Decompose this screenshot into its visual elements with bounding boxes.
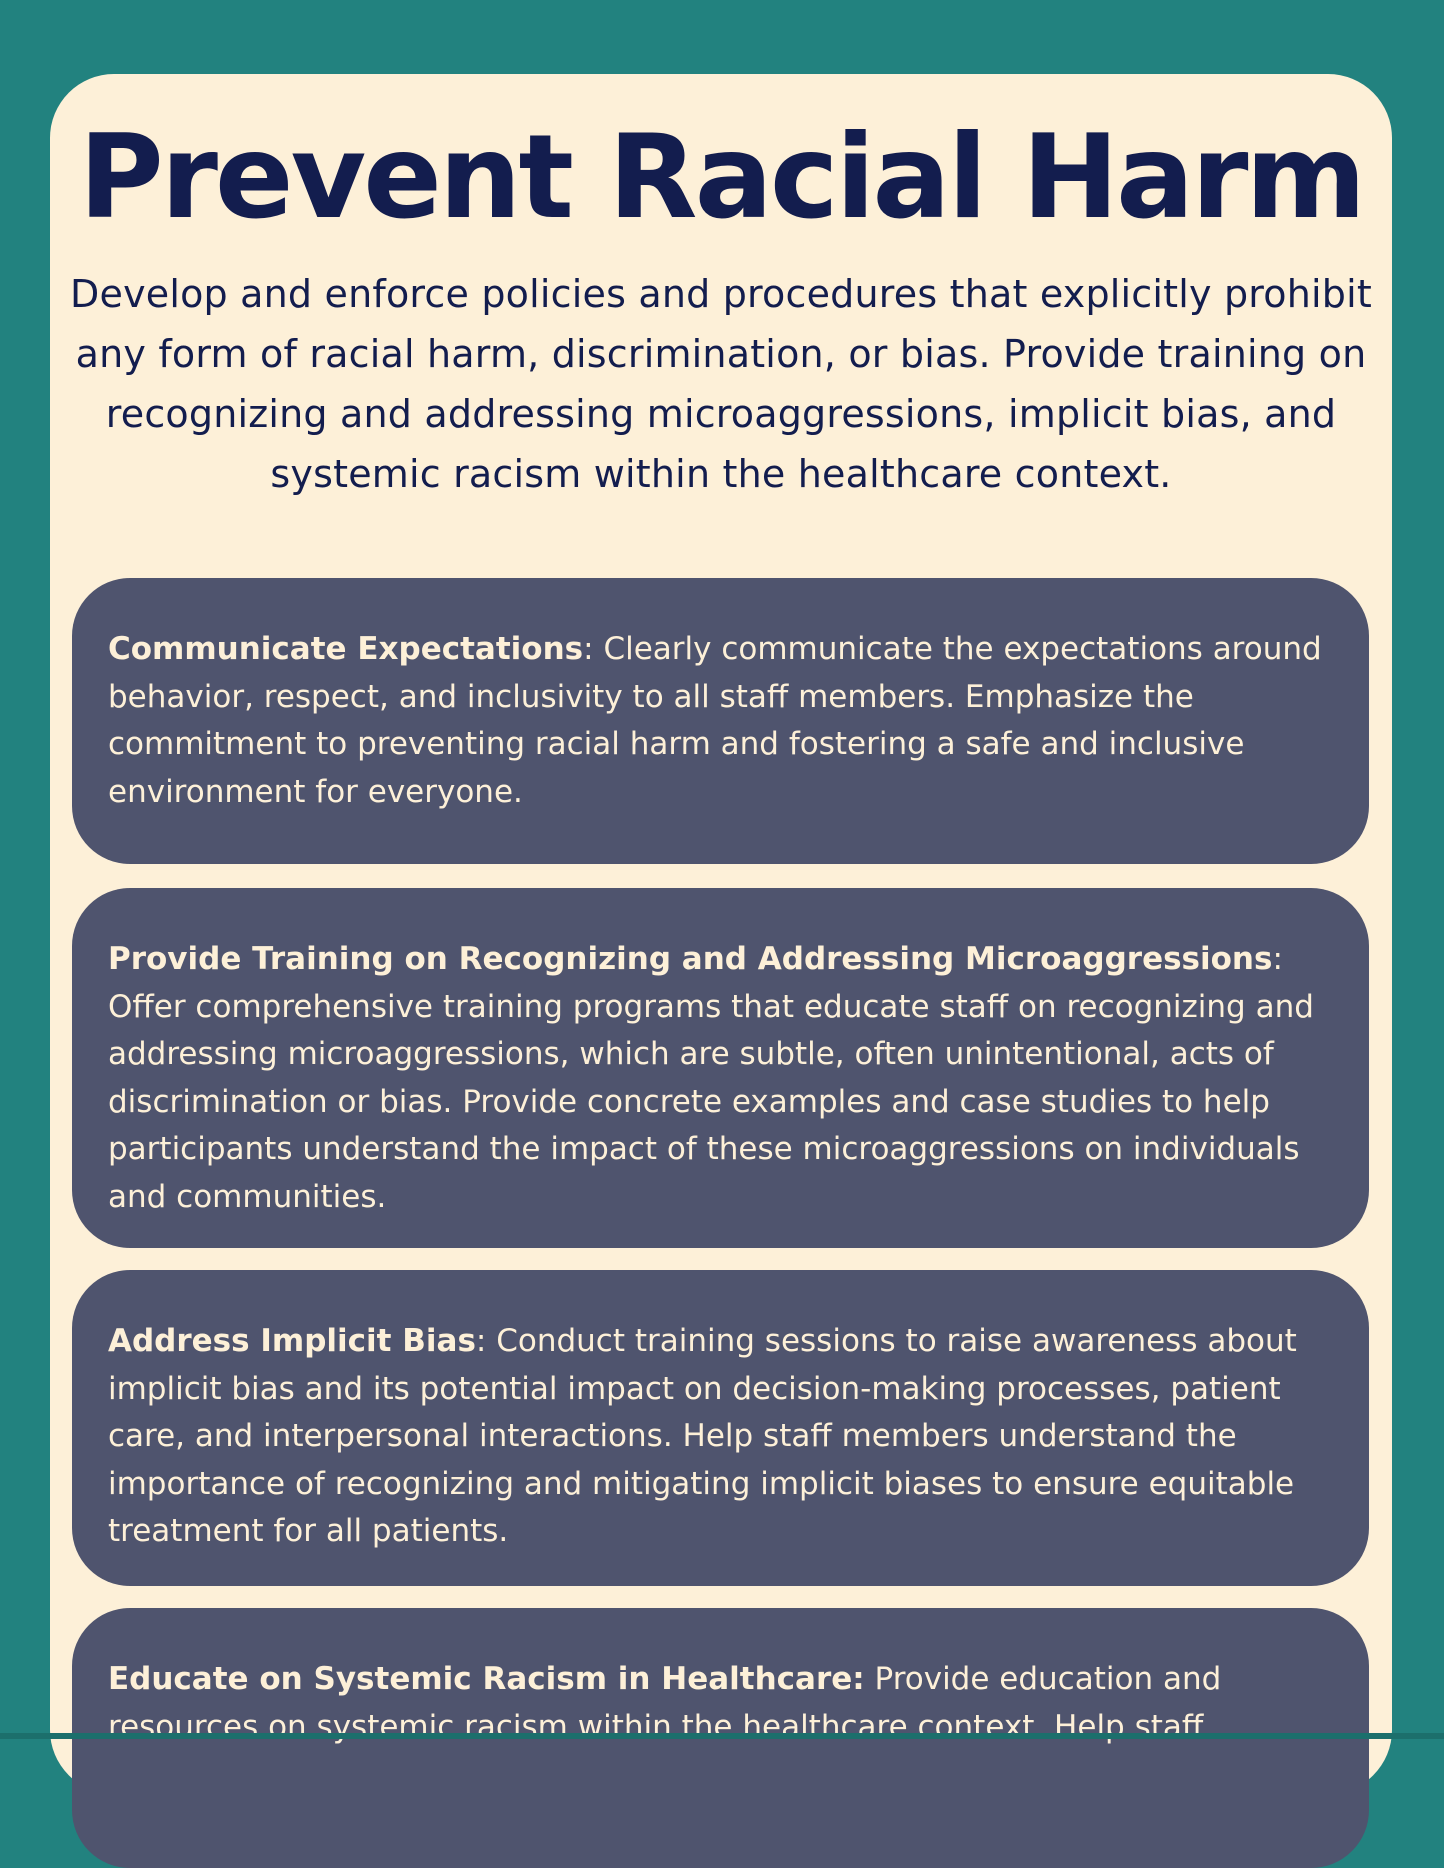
card-address-implicit-bias: [72, 1270, 1369, 1586]
card-heading: Address Implicit Bias: [108, 1323, 476, 1359]
card-separator: :: [1272, 941, 1282, 977]
card-body: Provide education and resources on systemic racism within the healthcare context. Help staff: [108, 1661, 1221, 1745]
card-body: Conduct training sessions to raise awareness about implicit bias and its potential impact on decision-making processes, patient care, and interpersonal interactions. Help staff members understand the importance of recognizing and mitigating implicit biases to ensure equitable treatment for all patients.: [108, 1323, 1297, 1549]
card-communicate-expectations: [72, 578, 1369, 864]
card-heading: Provide Training on Recognizing and Addressing Microaggressions: [108, 941, 1272, 977]
bottom-edge-shadow: [0, 1733, 1444, 1739]
card-heading: Educate on Systemic Racism in Healthcare:: [108, 1661, 865, 1697]
card-text: [108, 1318, 1333, 1556]
card-body: Clearly communicate the expectations around behavior, respect, and inclusivity to all staff members. Emphasize the commitment to preventing racial harm and fostering a safe and inclusive environment for everyone.: [108, 631, 1322, 810]
page-title: Prevent Racial Harm: [50, 108, 1392, 248]
card-body: Offer comprehensive training programs that educate staff on recognizing and addressing microaggressions, which are subtle, often unintentional, acts of discrimination or bias. Provide concrete examples and case studies to help participants understand the impact of these microaggressions on individuals and communities.: [108, 989, 1314, 1215]
card-separator: :: [583, 631, 603, 667]
card-separator: [865, 1661, 875, 1697]
card-separator: :: [476, 1323, 496, 1359]
card-provide-training: [72, 888, 1369, 1248]
card-text: [108, 936, 1333, 1221]
intro-text: Develop and enforce policies and procedures that explicitly prohibit any form of racial harm, discrimination, or bias. Provide training on recognizing and addressing microaggressions, implicit bias, and systemic racism within the healthcare context.: [70, 264, 1372, 504]
card-heading: Communicate Expectations: [108, 631, 583, 667]
card-text: [108, 626, 1333, 816]
content-panel: [50, 74, 1392, 1794]
